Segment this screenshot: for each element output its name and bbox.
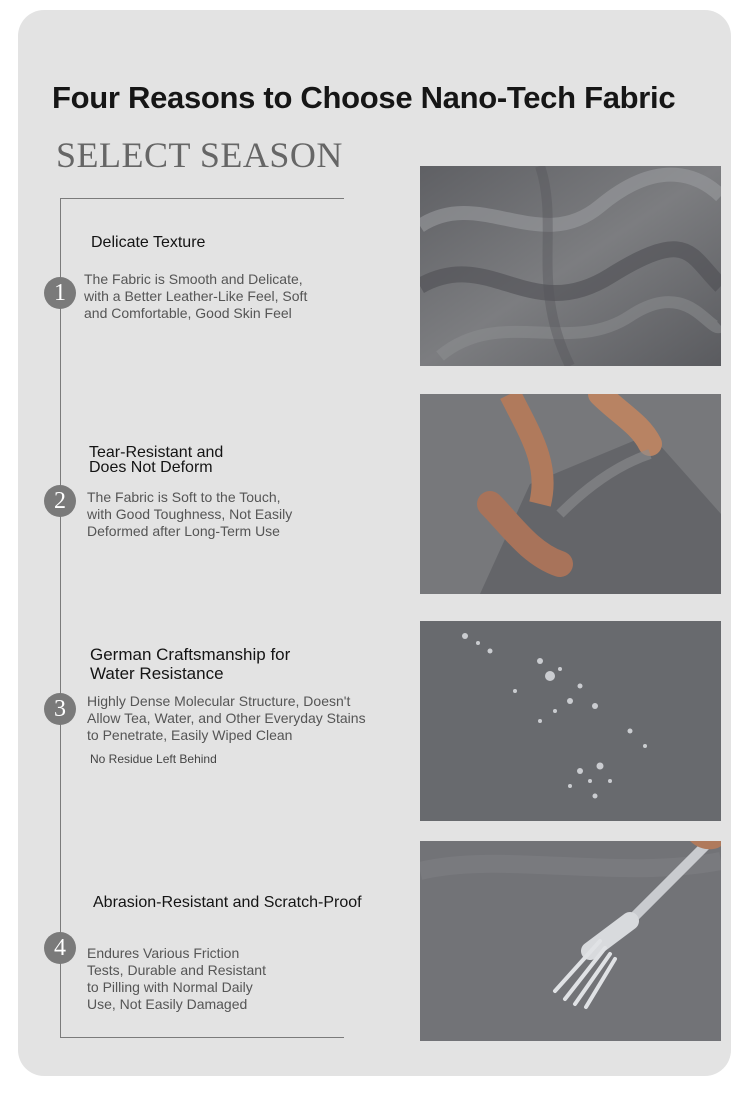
reason-1-description: The Fabric is Smooth and Delicate, with a Better Leather-Like Feel, Soft and Comfortable, Good Skin Feel xyxy=(84,271,308,321)
timeline-bracket xyxy=(60,198,344,1038)
reason-3-number-badge: 3 xyxy=(44,693,76,725)
reason-2-description: The Fabric is Soft to the Touch, with Good Toughness, Not Easily Deformed after Long-Term Use xyxy=(87,489,293,539)
reason-4-heading: Abrasion-Resistant and Scratch-Proof xyxy=(93,894,362,911)
reason-3-heading: German Craftsmanship for Water Resistance xyxy=(90,645,291,683)
reason-1-heading: Delicate Texture xyxy=(91,234,206,251)
reason-2-number-badge: 2 xyxy=(44,485,76,517)
reason-3-note: No Residue Left Behind xyxy=(90,752,217,766)
hands-stretching-fabric-image xyxy=(420,394,721,594)
draped-fabric-image xyxy=(420,166,721,366)
reason-4-number-badge: 4 xyxy=(44,932,76,964)
fork-scratching-fabric-image xyxy=(420,841,721,1041)
reason-1-number-badge: 1 xyxy=(44,277,76,309)
reason-4-description: Endures Various Friction Tests, Durable and Resistant to Pilling with Normal Daily Use, Not Easily Damaged xyxy=(87,945,266,1012)
reason-3-description: Highly Dense Molecular Structure, Doesn't Allow Tea, Water, and Other Everyday Stains to Penetrate, Easily Wiped Clean xyxy=(87,693,366,743)
page-subtitle: SELECT SEASON xyxy=(56,135,343,175)
page-title: Four Reasons to Choose Nano-Tech Fabric xyxy=(52,80,676,115)
water-droplets-fabric-image xyxy=(420,621,721,821)
reason-2-heading: Tear-Resistant and Does Not Deform xyxy=(89,444,224,476)
